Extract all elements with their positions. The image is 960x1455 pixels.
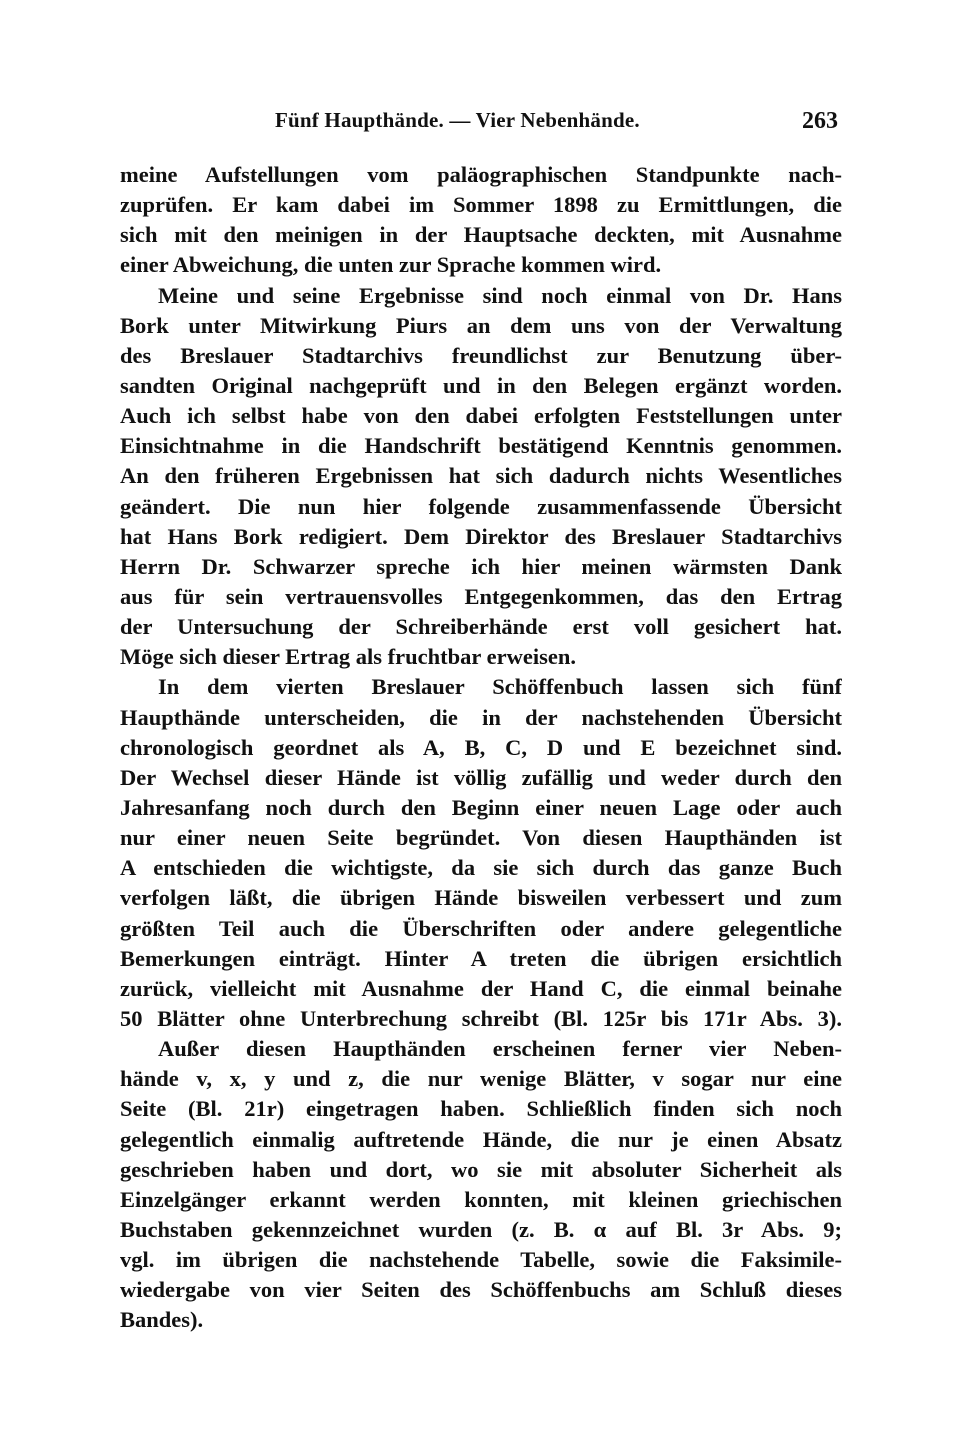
running-title: Fünf Haupthände. — Vier Nebenhände.: [275, 108, 640, 132]
text-line: Auch ich selbst habe von den dabei erfolgten Feststellungen unter: [120, 403, 842, 429]
text-line: gelegentlich einmalig auftretende Hände, die nur je einen Absatz: [120, 1126, 842, 1152]
text-line: aus für sein vertrauensvolles Entgegenkommen, das den Ertrag: [120, 583, 842, 609]
text-line: hat Hans Bork redigiert. Dem Direktor des Breslauer Stadtarchivs: [120, 523, 842, 549]
text-line: Außer diesen Haupthänden erscheinen ferner vier Neben-: [158, 1036, 842, 1062]
text-line: chronologisch geordnet als A, B, C, D und E bezeichnet sind.: [120, 734, 842, 760]
text-line: hände v, x, y und z, die nur wenige Blätter, v sogar nur eine: [120, 1066, 842, 1092]
text-line: Möge sich dieser Ertrag als fruchtbar erweisen.: [120, 644, 576, 670]
text-line: Seite (Bl. 21r) eingetragen haben. Schließlich finden sich noch: [120, 1096, 842, 1122]
text-line: meine Aufstellungen vom paläographischen Standpunkte nach-: [120, 162, 842, 187]
text-line: verfolgen läßt, die übrigen Hände bisweilen verbessert und zum: [120, 885, 842, 911]
text-line: Bemerkungen einträgt. Hinter A treten die übrigen ersichtlich: [120, 945, 842, 971]
text-line: größten Teil auch die Überschriften oder andere gelegentliche: [120, 915, 842, 941]
text-line: Haupthände unterscheiden, die in der nachstehenden Übersicht: [120, 704, 842, 730]
text-line: 50 Blätter ohne Unterbrechung schreibt (Bl. 125r bis 171r Abs. 3).: [120, 1005, 842, 1031]
page-number: 263: [802, 108, 838, 134]
text-line: In dem vierten Breslauer Schöffenbuch lassen sich fünf: [158, 674, 842, 700]
text-line: der Untersuchung der Schreiberhände erst voll gesichert hat.: [120, 614, 842, 640]
text-line: Einzelgänger erkannt werden konnten, mit kleinen griechischen: [120, 1186, 842, 1212]
text-line: des Breslauer Stadtarchivs freundlichst zur Benutzung über-: [120, 342, 842, 368]
text-line: Herrn Dr. Schwarzer spreche ich hier meinen wärmsten Dank: [120, 553, 842, 579]
text-line: Bandes).: [120, 1307, 204, 1333]
body-text: [120, 160, 842, 1335]
text-line: Jahresanfang noch durch den Beginn einer neuen Lage oder auch: [120, 794, 842, 820]
text-line: Meine und seine Ergebnisse sind noch einmal von Dr. Hans: [158, 282, 842, 308]
text-line: wiedergabe von vier Seiten des Schöffenbuchs am Schluß dieses: [120, 1277, 842, 1303]
text-line: geschrieben haben und dort, wo sie mit absoluter Sicherheit als: [120, 1156, 842, 1182]
text-line: sandten Original nachgeprüft und in den Belegen ergänzt worden.: [120, 372, 842, 398]
text-line: einer Abweichung, die unten zur Sprache kommen wird.: [120, 252, 662, 278]
text-line: zuprüfen. Er kam dabei im Sommer 1898 zu Ermittlungen, die: [120, 192, 842, 218]
text-line: Buchstaben gekennzeichnet wurden (z. B. α auf Bl. 3r Abs. 9;: [120, 1216, 842, 1242]
text-line: Der Wechsel dieser Hände ist völlig zufällig und weder durch den: [120, 764, 842, 790]
text-line: zurück, vielleicht mit Ausnahme der Hand C, die einmal beinahe: [120, 975, 842, 1001]
text-line: vgl. im übrigen die nachstehende Tabelle, sowie die Faksimile-: [120, 1247, 842, 1273]
text-line: sich mit den meinigen in der Hauptsache deckten, mit Ausnahme: [120, 222, 842, 248]
text-line: geändert. Die nun hier folgende zusammenfassende Übersicht: [120, 493, 842, 519]
text-line: nur einer neuen Seite begründet. Von diesen Haupthänden ist: [120, 825, 842, 851]
text-line: A entschieden die wichtigste, da sie sich durch das ganze Buch: [120, 855, 842, 881]
text-line: Bork unter Mitwirkung Piurs an dem uns von der Verwaltung: [120, 312, 842, 338]
running-head: [120, 108, 842, 138]
text-line: An den früheren Ergebnissen hat sich dadurch nichts Wesentliches: [120, 463, 842, 489]
text-line: Einsichtnahme in die Handschrift bestätigend Kenntnis genommen.: [120, 433, 842, 459]
